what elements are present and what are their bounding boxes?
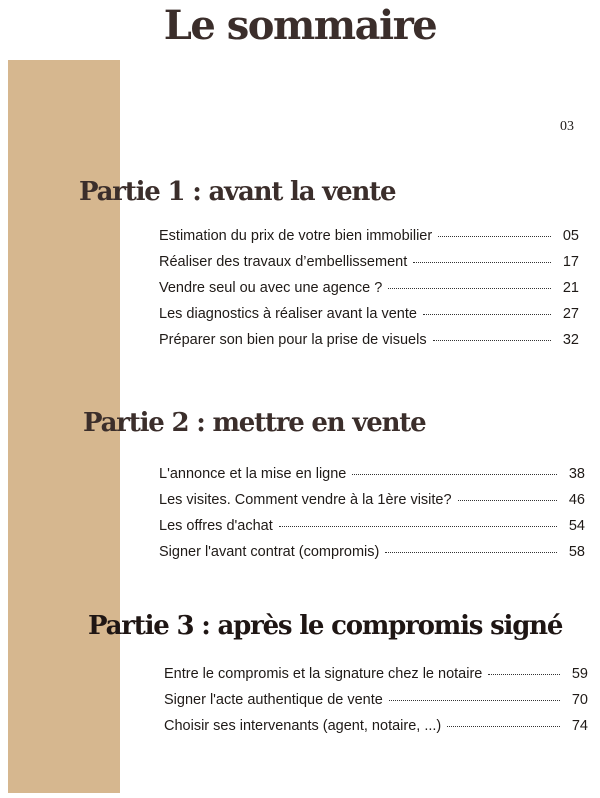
toc-entry-page: 46 [568,492,585,508]
part-2-toc-list [159,466,585,570]
toc-entry-label: Les visites. Comment vendre à la 1ère visite? [159,492,452,508]
toc-entry[interactable] [159,254,579,280]
toc-entry-page: 54 [568,518,585,534]
toc-entry[interactable] [164,718,588,744]
dot-leader [488,674,560,675]
toc-entry[interactable] [164,666,588,692]
toc-entry-page: 58 [568,544,585,560]
part-1-heading: Partie 1 : avant la vente [79,177,396,207]
dot-leader [423,314,551,315]
toc-entry-label: Signer l'acte authentique de vente [164,692,383,708]
toc-entry[interactable] [159,306,579,332]
toc-entry-page: 21 [562,280,579,296]
part-2-heading: Partie 2 : mettre en vente [83,408,426,438]
toc-entry[interactable] [159,332,579,358]
toc-entry-label: Estimation du prix de votre bien immobilier [159,228,433,244]
toc-entry-page: 32 [562,332,579,348]
toc-entry-label: Vendre seul ou avec une agence ? [159,280,383,296]
dot-leader [389,700,560,701]
dot-leader [279,526,557,527]
toc-entry-page: 05 [562,228,579,244]
toc-entry[interactable] [159,518,585,544]
dot-leader [458,500,557,501]
toc-entry-label: Entre le compromis et la signature chez le notaire [164,666,483,682]
toc-entry-page: 27 [562,306,579,322]
page-title: Le sommaire [163,2,437,49]
toc-entry-page: 38 [568,466,585,482]
toc-entry-label: Signer l'avant contrat (compromis) [159,544,380,560]
dot-leader [388,288,551,289]
toc-entry[interactable] [159,466,585,492]
part-1-toc-list [159,228,579,358]
toc-entry-label: Choisir ses intervenants (agent, notaire, ...) [164,718,442,734]
toc-entry-page: 74 [571,718,588,734]
toc-entry-page: 17 [562,254,579,270]
toc-entry-page: 59 [571,666,588,682]
toc-entry-label: Les diagnostics à réaliser avant la vente [159,306,417,322]
toc-entry-page: 70 [571,692,588,708]
intro-page-number: 03 [560,119,574,134]
toc-entry[interactable] [159,492,585,518]
part-3-toc-list [164,666,588,744]
dot-leader [438,236,551,237]
toc-entry[interactable] [159,280,579,306]
toc-entry-label: L'annonce et la mise en ligne [159,466,347,482]
dot-leader [433,340,551,341]
toc-entry-label: Les offres d'achat [159,518,273,534]
part-3-heading: Partie 3 : après le compromis signé [88,611,563,641]
toc-entry[interactable] [164,692,588,718]
dot-leader [352,474,557,475]
toc-entry[interactable] [159,228,579,254]
toc-entry-label: Préparer son bien pour la prise de visuels [159,332,427,348]
dot-leader [413,262,551,263]
toc-entry[interactable] [159,544,585,570]
dot-leader [385,552,557,553]
toc-entry-label: Réaliser des travaux d’embellissement [159,254,408,270]
dot-leader [447,726,560,727]
